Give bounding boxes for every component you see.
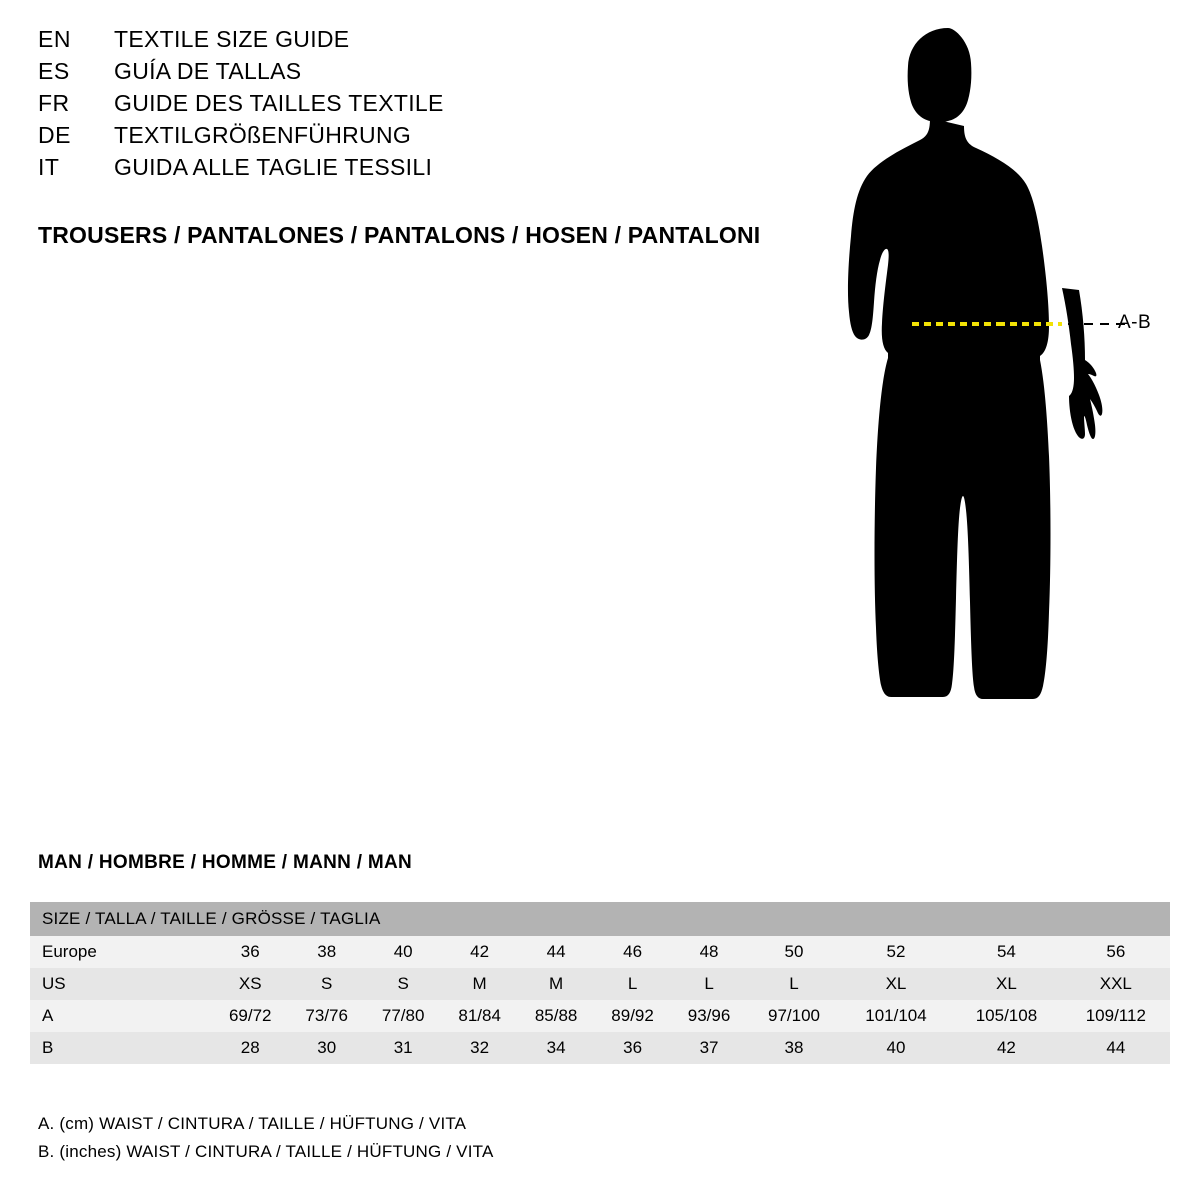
cell: 109/112 bbox=[1085, 1006, 1146, 1025]
cell: 31 bbox=[393, 1038, 413, 1057]
cell: 93/96 bbox=[687, 1006, 731, 1025]
measure-label-ab: A-B bbox=[1118, 312, 1152, 333]
table-row bbox=[30, 1000, 1170, 1032]
cell: XL bbox=[996, 974, 1017, 993]
cell: 28 bbox=[240, 1038, 260, 1057]
cell: 38 bbox=[784, 1038, 804, 1057]
language-text: TEXTILE SIZE GUIDE bbox=[114, 26, 350, 52]
cell: 81/84 bbox=[458, 1006, 501, 1025]
language-row bbox=[38, 90, 798, 122]
language-row bbox=[38, 58, 798, 90]
cell: XL bbox=[885, 974, 907, 993]
cell: M bbox=[472, 974, 487, 993]
cell: 32 bbox=[470, 1038, 490, 1057]
cell: 77/80 bbox=[381, 1006, 425, 1025]
table-section-title: MAN / HOMBRE / HOMME / MANN / MAN bbox=[38, 852, 413, 873]
cell: 37 bbox=[699, 1038, 719, 1057]
cell: 105/108 bbox=[975, 1006, 1038, 1025]
table-row bbox=[30, 1032, 1170, 1064]
cell: 40 bbox=[886, 1038, 906, 1057]
row-label-b: B bbox=[42, 1038, 54, 1057]
language-code: FR bbox=[38, 90, 70, 116]
cell: L bbox=[627, 974, 638, 993]
language-code: EN bbox=[38, 26, 71, 52]
language-text: GUÍA DE TALLAS bbox=[114, 58, 302, 84]
footnote-a: A. (cm) WAIST / CINTURA / TAILLE / HÜFTUNG / VITA bbox=[38, 1114, 467, 1133]
cell: 89/92 bbox=[611, 1006, 654, 1025]
cell: 97/100 bbox=[768, 1006, 821, 1025]
language-code: IT bbox=[38, 154, 60, 180]
language-list bbox=[38, 26, 798, 186]
language-code: ES bbox=[38, 58, 70, 84]
row-label-a: A bbox=[42, 1006, 54, 1025]
cell: 101/104 bbox=[865, 1006, 927, 1025]
cell: M bbox=[549, 974, 564, 993]
row-label-us: US bbox=[42, 974, 66, 993]
table-row bbox=[30, 936, 1170, 968]
language-row bbox=[38, 154, 798, 186]
cell: 38 bbox=[317, 942, 337, 961]
cell: 56 bbox=[1106, 942, 1126, 961]
cell: 42 bbox=[996, 1038, 1016, 1057]
cell: 85/88 bbox=[534, 1006, 578, 1025]
language-row bbox=[38, 122, 798, 154]
cell: 69/72 bbox=[228, 1006, 272, 1025]
table-row bbox=[30, 968, 1170, 1000]
cell: 42 bbox=[470, 942, 490, 961]
language-text: GUIDE DES TAILLES TEXTILE bbox=[114, 90, 444, 116]
language-code: DE bbox=[38, 122, 71, 148]
table-header-row bbox=[30, 902, 1170, 936]
cell: 36 bbox=[240, 942, 260, 961]
cell: 50 bbox=[784, 942, 804, 961]
man-silhouette-icon bbox=[848, 28, 1102, 699]
cell: 54 bbox=[996, 942, 1016, 961]
garment-title: TROUSERS / PANTALONES / PANTALONS / HOSEN / PANTALONI bbox=[38, 222, 761, 248]
cell: 46 bbox=[623, 942, 643, 961]
cell: 44 bbox=[1106, 1038, 1126, 1057]
footnote-b: B. (inches) WAIST / CINTURA / TAILLE / HÜFTUNG / VITA bbox=[38, 1142, 494, 1161]
cell: XS bbox=[238, 974, 262, 993]
cell: 40 bbox=[393, 942, 413, 961]
language-text: TEXTILGRÖßENFÜHRUNG bbox=[114, 122, 412, 148]
figure-illustration bbox=[800, 20, 1190, 810]
cell: S bbox=[321, 974, 333, 993]
size-table bbox=[30, 902, 1170, 1064]
cell: 30 bbox=[317, 1038, 337, 1057]
cell: 34 bbox=[546, 1038, 566, 1057]
cell: L bbox=[704, 974, 714, 993]
cell: 36 bbox=[623, 1038, 643, 1057]
cell: XXL bbox=[1099, 974, 1132, 993]
cell: S bbox=[397, 974, 409, 993]
cell: 52 bbox=[886, 942, 906, 961]
table-header-label: SIZE / TALLA / TAILLE / GRÖSSE / TAGLIA bbox=[30, 902, 1170, 936]
cell: 44 bbox=[546, 942, 566, 961]
cell: 48 bbox=[699, 942, 719, 961]
cell: L bbox=[789, 974, 799, 993]
cell: 73/76 bbox=[305, 1006, 348, 1025]
language-text: GUIDA ALLE TAGLIE TESSILI bbox=[114, 154, 433, 180]
row-label-europe: Europe bbox=[42, 942, 97, 961]
language-row bbox=[38, 26, 798, 58]
footnotes bbox=[38, 1110, 494, 1166]
